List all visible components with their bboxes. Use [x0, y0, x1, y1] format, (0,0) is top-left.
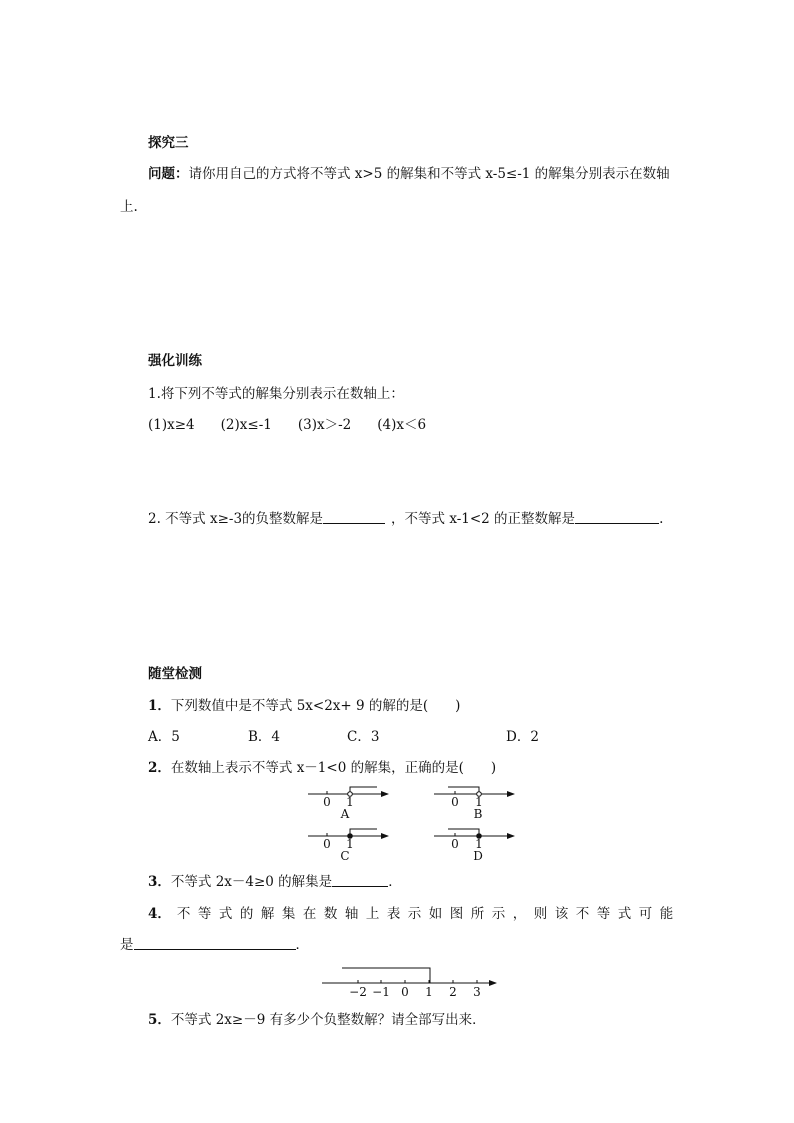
answer-blank[interactable]: [575, 510, 659, 524]
tick-label-3: 3: [473, 985, 481, 999]
quiz-q4-end: ．: [295, 937, 309, 953]
question-label: 问题：: [148, 166, 189, 182]
tick-label-1: 1: [475, 795, 483, 809]
tick-label-neg2: −2: [349, 985, 367, 999]
training-question-2: [148, 510, 663, 528]
quiz-q5-text: 不等式 2x≥－9 有多少个负整数解？请全部写出来．: [170, 1012, 486, 1028]
training-q1-item: (2)x≤-1: [220, 417, 272, 433]
tick-label-0: 0: [323, 837, 331, 851]
tick-label-2: 2: [449, 985, 457, 999]
training-q1-item: (4)x＜6: [377, 417, 427, 433]
quiz-q3-number: 3．: [148, 874, 171, 890]
question-continuation: 上.: [120, 199, 138, 215]
section-title-quiz: 随堂检测: [148, 666, 202, 682]
quiz-q1-option-d: D．2: [506, 729, 539, 745]
quiz-q1-text: 下列数值中是不等式 5x<2x+ 9 的解的是( ): [170, 698, 461, 714]
quiz-question-4: [148, 905, 675, 923]
tick-label-0: 0: [323, 795, 331, 809]
quiz-q4-number: 4．: [148, 906, 171, 922]
quiz-question-1: [148, 697, 460, 715]
tick-label-0: 0: [401, 985, 409, 999]
quiz-q1-option-a: A．5: [148, 729, 180, 745]
tick-label-0: 0: [451, 795, 459, 809]
tick-label-1: 1: [475, 837, 483, 851]
training-q2-end: .: [659, 511, 664, 527]
option-label-c: C: [340, 849, 350, 863]
tick-label-0: 0: [451, 837, 459, 851]
training-q1-items: [148, 416, 426, 434]
quiz-question-2: [148, 759, 496, 777]
quiz-q1-number: 1．: [148, 698, 171, 714]
answer-blank[interactable]: [332, 873, 388, 887]
quiz-q5-number: 5．: [148, 1012, 171, 1028]
question-paragraph: [148, 165, 670, 183]
quiz-q4-continuation: [120, 936, 309, 954]
quiz-question-3: [148, 873, 402, 891]
training-q2-part1: 2. 不等式 x≥-3的负整数解是: [148, 511, 324, 527]
answer-blank[interactable]: [134, 936, 296, 950]
training-question-1: 1.将下列不等式的解集分别表示在数轴上：: [148, 386, 404, 402]
quiz-q2-text: 在数轴上表示不等式 x－1<0 的解集，正确的是( ): [170, 760, 497, 776]
training-q1-item: (1)x≥4: [148, 417, 195, 433]
quiz-q3-end: ．: [388, 874, 402, 890]
option-label-d: D: [473, 849, 483, 863]
answer-blank[interactable]: [323, 510, 385, 524]
tick-label-1: 1: [425, 985, 433, 999]
tick-label-neg1: −1: [372, 985, 390, 999]
option-label-b: B: [473, 807, 483, 821]
quiz-q4-cont: 是: [120, 937, 134, 953]
quiz-question-5: [148, 1011, 486, 1029]
tick-label-1: 1: [346, 795, 354, 809]
quiz-q2-number: 2．: [148, 760, 171, 776]
section-title-training: 强化训练: [148, 353, 202, 369]
training-q2-part2: ，不等式 x-1<2 的正整数解是: [391, 511, 576, 527]
quiz-q4-text: 不 等 式 的 解 集 在 数 轴 上 表 示 如 图 所 示 ， 则 该 不 等 式 可 能: [176, 906, 675, 922]
quiz-q3-text: 不等式 2x－4≥0 的解集是: [170, 874, 333, 890]
section-title-explore-3: 探究三: [148, 135, 189, 151]
option-label-a: A: [340, 807, 350, 821]
training-q1-item: (3)x＞-2: [297, 417, 352, 433]
quiz-q1-option-b: B．4: [248, 729, 281, 745]
question-text: 请你用自己的方式将不等式 x>5 的解集和不等式 x-5≤-1 的解集分别表示在数轴: [188, 166, 670, 182]
quiz-q1-option-c: C．3: [347, 729, 380, 745]
tick-label-1: 1: [346, 837, 354, 851]
